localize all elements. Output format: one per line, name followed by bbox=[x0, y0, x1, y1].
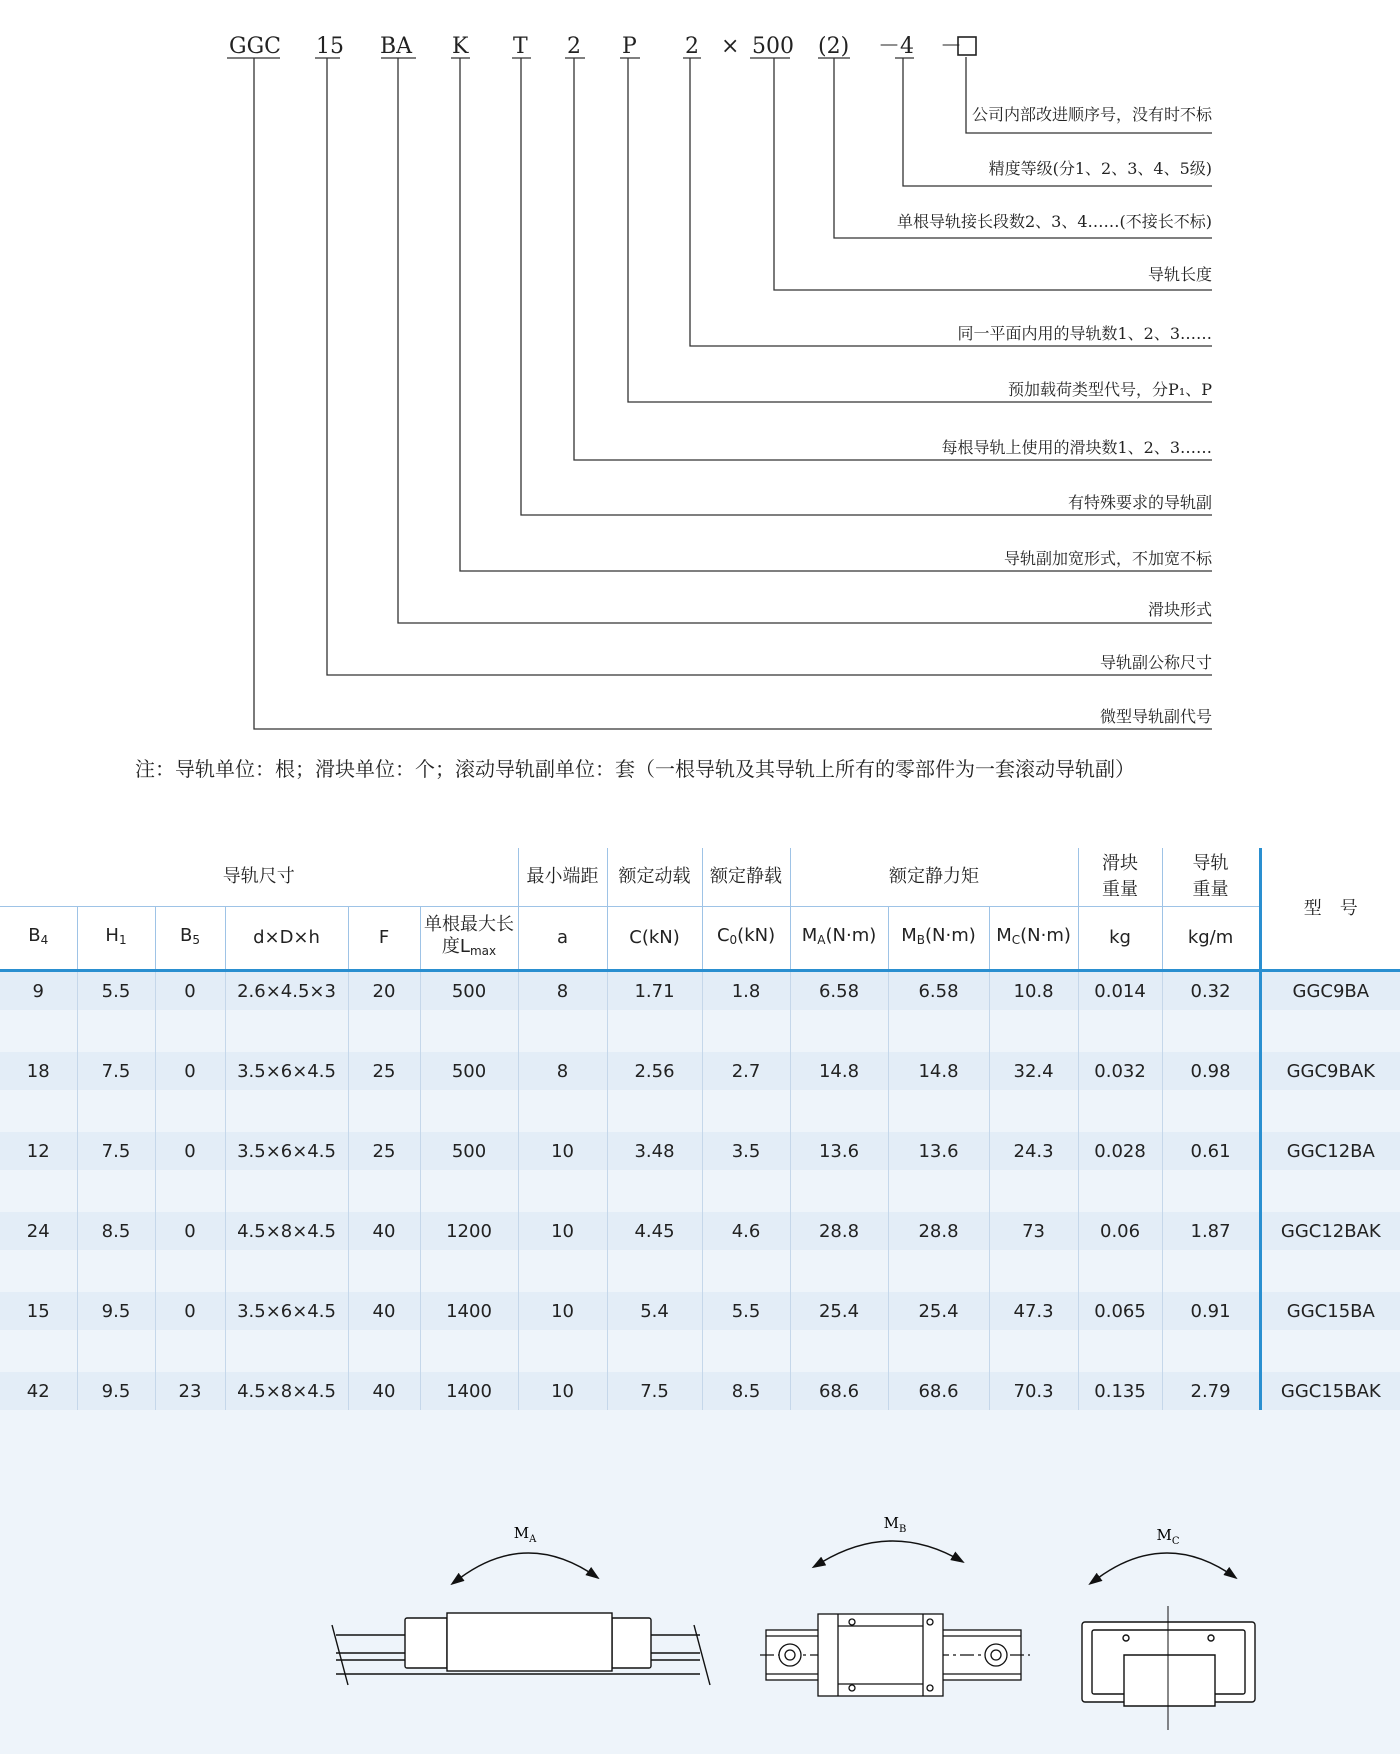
label-accuracy: 精度等级(分1、2、3、4、5级) bbox=[988, 159, 1212, 178]
cell-kgm: 0.32 bbox=[1162, 972, 1260, 1010]
spec-table-body bbox=[0, 972, 1400, 1410]
note-text: 注：导轨单位：根；滑块单位：个；滚动导轨副单位：套（一根导轨及其导轨上所有的零部件为一套滚动导轨副） bbox=[135, 757, 1135, 781]
model-code-diagram bbox=[0, 0, 1400, 760]
cell-h1: 8.5 bbox=[77, 1212, 155, 1250]
label-special: 有特殊要求的导轨副 bbox=[1067, 493, 1212, 512]
cell-a: 10 bbox=[518, 1372, 607, 1410]
col-mc-sub: C bbox=[1011, 933, 1021, 947]
col-mc-unit: (N·m) bbox=[1020, 925, 1071, 946]
cell-model: GGC9BAK bbox=[1260, 1052, 1400, 1090]
cell-h1: 7.5 bbox=[77, 1132, 155, 1170]
cell-c0: 1.8 bbox=[702, 972, 790, 1010]
code-token-accuracy: －4 bbox=[878, 34, 914, 59]
cell-c: 5.4 bbox=[607, 1292, 702, 1330]
cell-kg: 0.06 bbox=[1078, 1212, 1162, 1250]
cell-kgm: 2.79 bbox=[1162, 1372, 1260, 1410]
spacer-cell bbox=[77, 1170, 155, 1212]
code-token-rail-count: 2 bbox=[685, 34, 699, 59]
col-h1 bbox=[77, 907, 155, 971]
cell-b4: 15 bbox=[0, 1292, 77, 1330]
label-preload: 预加载荷类型代号，分P₁、P bbox=[1008, 380, 1212, 399]
cell-dDh: 3.5×6×4.5 bbox=[225, 1052, 348, 1090]
spacer-cell bbox=[518, 1090, 607, 1132]
cell-lmax: 500 bbox=[420, 1132, 518, 1170]
cell-kgm: 0.91 bbox=[1162, 1292, 1260, 1330]
cell-b5: 0 bbox=[155, 1212, 225, 1250]
cell-h1: 5.5 bbox=[77, 972, 155, 1010]
header-model: 型 号 bbox=[1303, 897, 1358, 919]
cell-kg: 0.028 bbox=[1078, 1132, 1162, 1170]
cell-mb: 25.4 bbox=[888, 1292, 989, 1330]
col-b5-sub: 5 bbox=[192, 933, 200, 947]
spacer-cell bbox=[607, 1250, 702, 1292]
cell-f: 25 bbox=[348, 1052, 420, 1090]
spacer-cell bbox=[888, 1330, 989, 1372]
cell-c: 1.71 bbox=[607, 972, 702, 1010]
header-rail-weight: 导轨 重量 bbox=[1162, 848, 1260, 907]
cell-a: 10 bbox=[518, 1212, 607, 1250]
col-f: F bbox=[348, 907, 420, 971]
cell-dDh: 3.5×6×4.5 bbox=[225, 1132, 348, 1170]
cell-c: 4.45 bbox=[607, 1212, 702, 1250]
table-row bbox=[0, 1292, 1400, 1330]
cell-ma: 14.8 bbox=[790, 1052, 888, 1090]
cell-model: GGC12BA bbox=[1260, 1132, 1400, 1170]
spacer-row bbox=[0, 1010, 1400, 1052]
spacer-cell bbox=[225, 1330, 348, 1372]
code-token-segments: (2) bbox=[818, 34, 850, 59]
cell-ma: 25.4 bbox=[790, 1292, 888, 1330]
spacer-cell bbox=[989, 1090, 1078, 1132]
moment-a-arrow bbox=[460, 1553, 598, 1578]
spacer-cell bbox=[420, 1250, 518, 1292]
cell-b5: 0 bbox=[155, 1052, 225, 1090]
spacer-cell bbox=[518, 1010, 607, 1052]
cell-h1: 9.5 bbox=[77, 1372, 155, 1410]
spacer-cell bbox=[790, 1010, 888, 1052]
spacer-cell bbox=[790, 1090, 888, 1132]
table-row bbox=[0, 1212, 1400, 1250]
spacer-cell bbox=[420, 1010, 518, 1052]
spacer-cell bbox=[989, 1010, 1078, 1052]
moment-b-label: $M_B$ bbox=[883, 1514, 907, 1535]
spacer-cell bbox=[989, 1170, 1078, 1212]
spacer-cell bbox=[1078, 1330, 1162, 1372]
spacer-cell bbox=[0, 1170, 77, 1212]
cell-mb: 28.8 bbox=[888, 1212, 989, 1250]
cell-model: GGC15BAK bbox=[1260, 1372, 1400, 1410]
spacer-cell bbox=[420, 1330, 518, 1372]
col-ma-sub: A bbox=[817, 933, 826, 947]
header-static-load: 额定静载 bbox=[702, 848, 790, 907]
cell-dDh: 4.5×8×4.5 bbox=[225, 1372, 348, 1410]
spacer-row bbox=[0, 1090, 1400, 1132]
col-c0-text: C bbox=[716, 925, 730, 946]
cell-mc: 73 bbox=[989, 1212, 1078, 1250]
spacer-cell bbox=[1260, 1170, 1400, 1212]
spacer-cell bbox=[77, 1010, 155, 1052]
cell-mb: 68.6 bbox=[888, 1372, 989, 1410]
cell-model: GGC12BAK bbox=[1260, 1212, 1400, 1250]
col-c0-unit: (kN) bbox=[737, 925, 776, 946]
cell-dDh: 2.6×4.5×3 bbox=[225, 972, 348, 1010]
cell-kg: 0.032 bbox=[1078, 1052, 1162, 1090]
col-mc bbox=[989, 907, 1078, 971]
cell-mb: 13.6 bbox=[888, 1132, 989, 1170]
spacer-cell bbox=[518, 1170, 607, 1212]
spacer-cell bbox=[155, 1090, 225, 1132]
code-token-times: × bbox=[721, 34, 740, 59]
spacer-row bbox=[0, 1170, 1400, 1212]
cell-kg: 0.135 bbox=[1078, 1372, 1162, 1410]
cell-b5: 0 bbox=[155, 1292, 225, 1330]
code-token-block-count: 2 bbox=[567, 34, 581, 59]
cell-b5: 0 bbox=[155, 972, 225, 1010]
cell-h1: 7.5 bbox=[77, 1052, 155, 1090]
col-ma-unit: (N·m) bbox=[825, 925, 877, 946]
label-rail-count: 同一平面内用的导轨数1、2、3…… bbox=[957, 324, 1212, 343]
spacer-cell bbox=[1260, 1010, 1400, 1052]
cell-lmax: 500 bbox=[420, 1052, 518, 1090]
spacer-cell bbox=[1162, 1330, 1260, 1372]
label-nominal-size: 导轨副公称尺寸 bbox=[1099, 653, 1212, 672]
spacer-cell bbox=[348, 1010, 420, 1052]
spacer-cell bbox=[225, 1090, 348, 1132]
spec-table bbox=[0, 848, 1400, 1410]
spacer-cell bbox=[155, 1170, 225, 1212]
col-lmax bbox=[420, 907, 518, 971]
cell-model: GGC9BA bbox=[1260, 972, 1400, 1010]
col-h1-text: H bbox=[105, 925, 119, 946]
cell-dDh: 3.5×6×4.5 bbox=[225, 1292, 348, 1330]
cell-a: 10 bbox=[518, 1132, 607, 1170]
col-mb-unit: (N·m) bbox=[925, 925, 976, 946]
spacer-cell bbox=[225, 1170, 348, 1212]
code-token-size: 15 bbox=[316, 34, 344, 59]
cell-c0: 3.5 bbox=[702, 1132, 790, 1170]
spacer-cell bbox=[0, 1250, 77, 1292]
spacer-cell bbox=[702, 1170, 790, 1212]
label-improvement: 公司内部改进顺序号，没有时不标 bbox=[971, 105, 1212, 124]
code-tokens bbox=[229, 34, 976, 59]
moment-diagrams-panel bbox=[0, 1410, 1400, 1754]
spacer-cell bbox=[790, 1170, 888, 1212]
label-block-type: 滑块形式 bbox=[1147, 600, 1212, 619]
spacer-cell bbox=[702, 1010, 790, 1052]
cell-c0: 8.5 bbox=[702, 1372, 790, 1410]
cell-f: 20 bbox=[348, 972, 420, 1010]
cell-lmax: 1400 bbox=[420, 1292, 518, 1330]
cell-b4: 42 bbox=[0, 1372, 77, 1410]
cell-lmax: 500 bbox=[420, 972, 518, 1010]
spacer-cell bbox=[989, 1250, 1078, 1292]
cell-lmax: 1200 bbox=[420, 1212, 518, 1250]
spacer-cell bbox=[225, 1250, 348, 1292]
col-c0 bbox=[702, 907, 790, 971]
cell-ma: 68.6 bbox=[790, 1372, 888, 1410]
spacer-row bbox=[0, 1250, 1400, 1292]
cell-kgm: 1.87 bbox=[1162, 1212, 1260, 1250]
label-wide: 导轨副加宽形式，不加宽不标 bbox=[1003, 549, 1212, 568]
code-token-length: 500 bbox=[752, 34, 794, 59]
code-labels bbox=[897, 105, 1213, 726]
label-block-count: 每根导轨上使用的滑块数1、2、3…… bbox=[941, 438, 1212, 457]
col-mb-sub: B bbox=[916, 933, 926, 947]
spacer-cell bbox=[518, 1250, 607, 1292]
spacer-cell bbox=[348, 1330, 420, 1372]
spacer-cell bbox=[77, 1090, 155, 1132]
spacer-cell bbox=[0, 1330, 77, 1372]
cell-dDh: 4.5×8×4.5 bbox=[225, 1212, 348, 1250]
cell-c: 7.5 bbox=[607, 1372, 702, 1410]
spacer-cell bbox=[0, 1010, 77, 1052]
spacer-cell bbox=[607, 1330, 702, 1372]
cell-kg: 0.014 bbox=[1078, 972, 1162, 1010]
header-block-weight: 滑块 重量 bbox=[1078, 848, 1162, 907]
table-row bbox=[0, 1052, 1400, 1090]
col-kgm: kg/m bbox=[1162, 907, 1260, 971]
spacer-cell bbox=[0, 1090, 77, 1132]
label-segments: 单根导轨接长段数2、3、4……(不接长不标) bbox=[896, 212, 1212, 231]
col-b5-text: B bbox=[180, 925, 193, 946]
spacer-cell bbox=[1078, 1170, 1162, 1212]
cell-c: 3.48 bbox=[607, 1132, 702, 1170]
cell-mc: 10.8 bbox=[989, 972, 1078, 1010]
cell-a: 8 bbox=[518, 972, 607, 1010]
table-row bbox=[0, 972, 1400, 1010]
cell-f: 40 bbox=[348, 1292, 420, 1330]
cell-kgm: 0.61 bbox=[1162, 1132, 1260, 1170]
cell-c0: 2.7 bbox=[702, 1052, 790, 1090]
moment-c-diagram bbox=[1082, 1526, 1255, 1730]
cell-mc: 70.3 bbox=[989, 1372, 1078, 1410]
col-c: C(kN) bbox=[607, 907, 702, 971]
col-ma-text: M bbox=[801, 925, 818, 946]
spacer-cell bbox=[888, 1170, 989, 1212]
label-series-code: 微型导轨副代号 bbox=[1099, 707, 1212, 726]
spacer-cell bbox=[888, 1010, 989, 1052]
code-token-preload: P bbox=[622, 34, 637, 59]
table-row bbox=[0, 1132, 1400, 1170]
moment-diagrams bbox=[0, 1410, 1400, 1754]
spacer-cell bbox=[155, 1010, 225, 1052]
moment-c-arrow bbox=[1098, 1553, 1236, 1578]
header-dynamic-load: 额定动载 bbox=[607, 848, 702, 907]
cell-c: 2.56 bbox=[607, 1052, 702, 1090]
cell-ma: 13.6 bbox=[790, 1132, 888, 1170]
spacer-cell bbox=[155, 1250, 225, 1292]
spacer-cell bbox=[1078, 1010, 1162, 1052]
spacer-cell bbox=[1260, 1330, 1400, 1372]
spacer-cell bbox=[1078, 1250, 1162, 1292]
cell-ma: 28.8 bbox=[790, 1212, 888, 1250]
moment-c-label: $M_C$ bbox=[1156, 1526, 1180, 1547]
spacer-cell bbox=[702, 1330, 790, 1372]
cell-mc: 24.3 bbox=[989, 1132, 1078, 1170]
col-mb-text: M bbox=[901, 925, 917, 946]
spacer-cell bbox=[607, 1090, 702, 1132]
moment-a-label: $M_A$ bbox=[513, 1524, 537, 1545]
cell-b5: 23 bbox=[155, 1372, 225, 1410]
col-mb bbox=[888, 907, 989, 971]
spacer-cell bbox=[702, 1250, 790, 1292]
spacer-cell bbox=[989, 1330, 1078, 1372]
code-token-ggc: GGC bbox=[229, 34, 281, 59]
col-kg: kg bbox=[1078, 907, 1162, 971]
table-row bbox=[0, 1372, 1400, 1410]
spacer-cell bbox=[1162, 1090, 1260, 1132]
col-mc-text: M bbox=[996, 925, 1012, 946]
col-b4-text: B bbox=[28, 925, 41, 946]
cell-kg: 0.065 bbox=[1078, 1292, 1162, 1330]
spacer-cell bbox=[1078, 1090, 1162, 1132]
spacer-cell bbox=[420, 1090, 518, 1132]
col-lmax-text: 单根最大长度L bbox=[424, 914, 515, 957]
cell-b4: 12 bbox=[0, 1132, 77, 1170]
moment-b-diagram bbox=[760, 1514, 1030, 1696]
cell-c0: 4.6 bbox=[702, 1212, 790, 1250]
spacer-cell bbox=[1162, 1250, 1260, 1292]
cell-b4: 24 bbox=[0, 1212, 77, 1250]
col-dDh: d×D×h bbox=[225, 907, 348, 971]
spacer-cell bbox=[1162, 1170, 1260, 1212]
cell-b4: 9 bbox=[0, 972, 77, 1010]
header-min-end-distance: 最小端距 bbox=[518, 848, 607, 907]
header-static-moment: 额定静力矩 bbox=[790, 848, 1078, 907]
spacer-cell bbox=[155, 1330, 225, 1372]
cell-ma: 6.58 bbox=[790, 972, 888, 1010]
col-b4 bbox=[0, 907, 77, 971]
cell-a: 8 bbox=[518, 1052, 607, 1090]
code-token-block-type: BA bbox=[380, 34, 413, 59]
spec-table-wrap bbox=[0, 848, 1400, 1410]
spacer-cell bbox=[348, 1170, 420, 1212]
moment-a-diagram bbox=[332, 1524, 710, 1685]
spacer-cell bbox=[1162, 1010, 1260, 1052]
spacer-cell bbox=[790, 1330, 888, 1372]
spacer-row bbox=[0, 1330, 1400, 1372]
cell-c0: 5.5 bbox=[702, 1292, 790, 1330]
col-h1-sub: 1 bbox=[118, 933, 127, 947]
moment-b-arrow bbox=[822, 1541, 963, 1562]
col-lmax-sub: max bbox=[469, 944, 497, 958]
cell-f: 25 bbox=[348, 1132, 420, 1170]
col-a: a bbox=[518, 907, 607, 971]
spacer-cell bbox=[348, 1090, 420, 1132]
cell-model: GGC15BA bbox=[1260, 1292, 1400, 1330]
spacer-cell bbox=[607, 1010, 702, 1052]
spacer-cell bbox=[348, 1250, 420, 1292]
cell-h1: 9.5 bbox=[77, 1292, 155, 1330]
cell-mb: 6.58 bbox=[888, 972, 989, 1010]
spacer-cell bbox=[888, 1250, 989, 1292]
spacer-cell bbox=[77, 1250, 155, 1292]
cell-b5: 0 bbox=[155, 1132, 225, 1170]
col-ma bbox=[790, 907, 888, 971]
cell-b4: 18 bbox=[0, 1052, 77, 1090]
spacer-cell bbox=[702, 1090, 790, 1132]
header-rail-dimensions: 导轨尺寸 bbox=[0, 848, 518, 907]
spacer-cell bbox=[888, 1090, 989, 1132]
cell-mc: 32.4 bbox=[989, 1052, 1078, 1090]
cell-f: 40 bbox=[348, 1372, 420, 1410]
spacer-cell bbox=[1260, 1250, 1400, 1292]
code-token-wide: K bbox=[452, 34, 469, 59]
cell-kgm: 0.98 bbox=[1162, 1052, 1260, 1090]
col-b4-sub: 4 bbox=[40, 933, 49, 947]
spacer-cell bbox=[518, 1330, 607, 1372]
spacer-cell bbox=[607, 1170, 702, 1212]
cell-lmax: 1400 bbox=[420, 1372, 518, 1410]
code-token-special: T bbox=[513, 34, 528, 59]
cell-mb: 14.8 bbox=[888, 1052, 989, 1090]
spacer-cell bbox=[420, 1170, 518, 1212]
col-c0-sub: 0 bbox=[729, 933, 738, 947]
cell-f: 40 bbox=[348, 1212, 420, 1250]
col-b5 bbox=[155, 907, 225, 971]
label-rail-length: 导轨长度 bbox=[1147, 265, 1212, 284]
code-token-dash: － bbox=[940, 34, 963, 59]
cell-mc: 47.3 bbox=[989, 1292, 1078, 1330]
spacer-cell bbox=[1260, 1090, 1400, 1132]
spacer-cell bbox=[225, 1010, 348, 1052]
spacer-cell bbox=[77, 1330, 155, 1372]
cell-a: 10 bbox=[518, 1292, 607, 1330]
spacer-cell bbox=[790, 1250, 888, 1292]
